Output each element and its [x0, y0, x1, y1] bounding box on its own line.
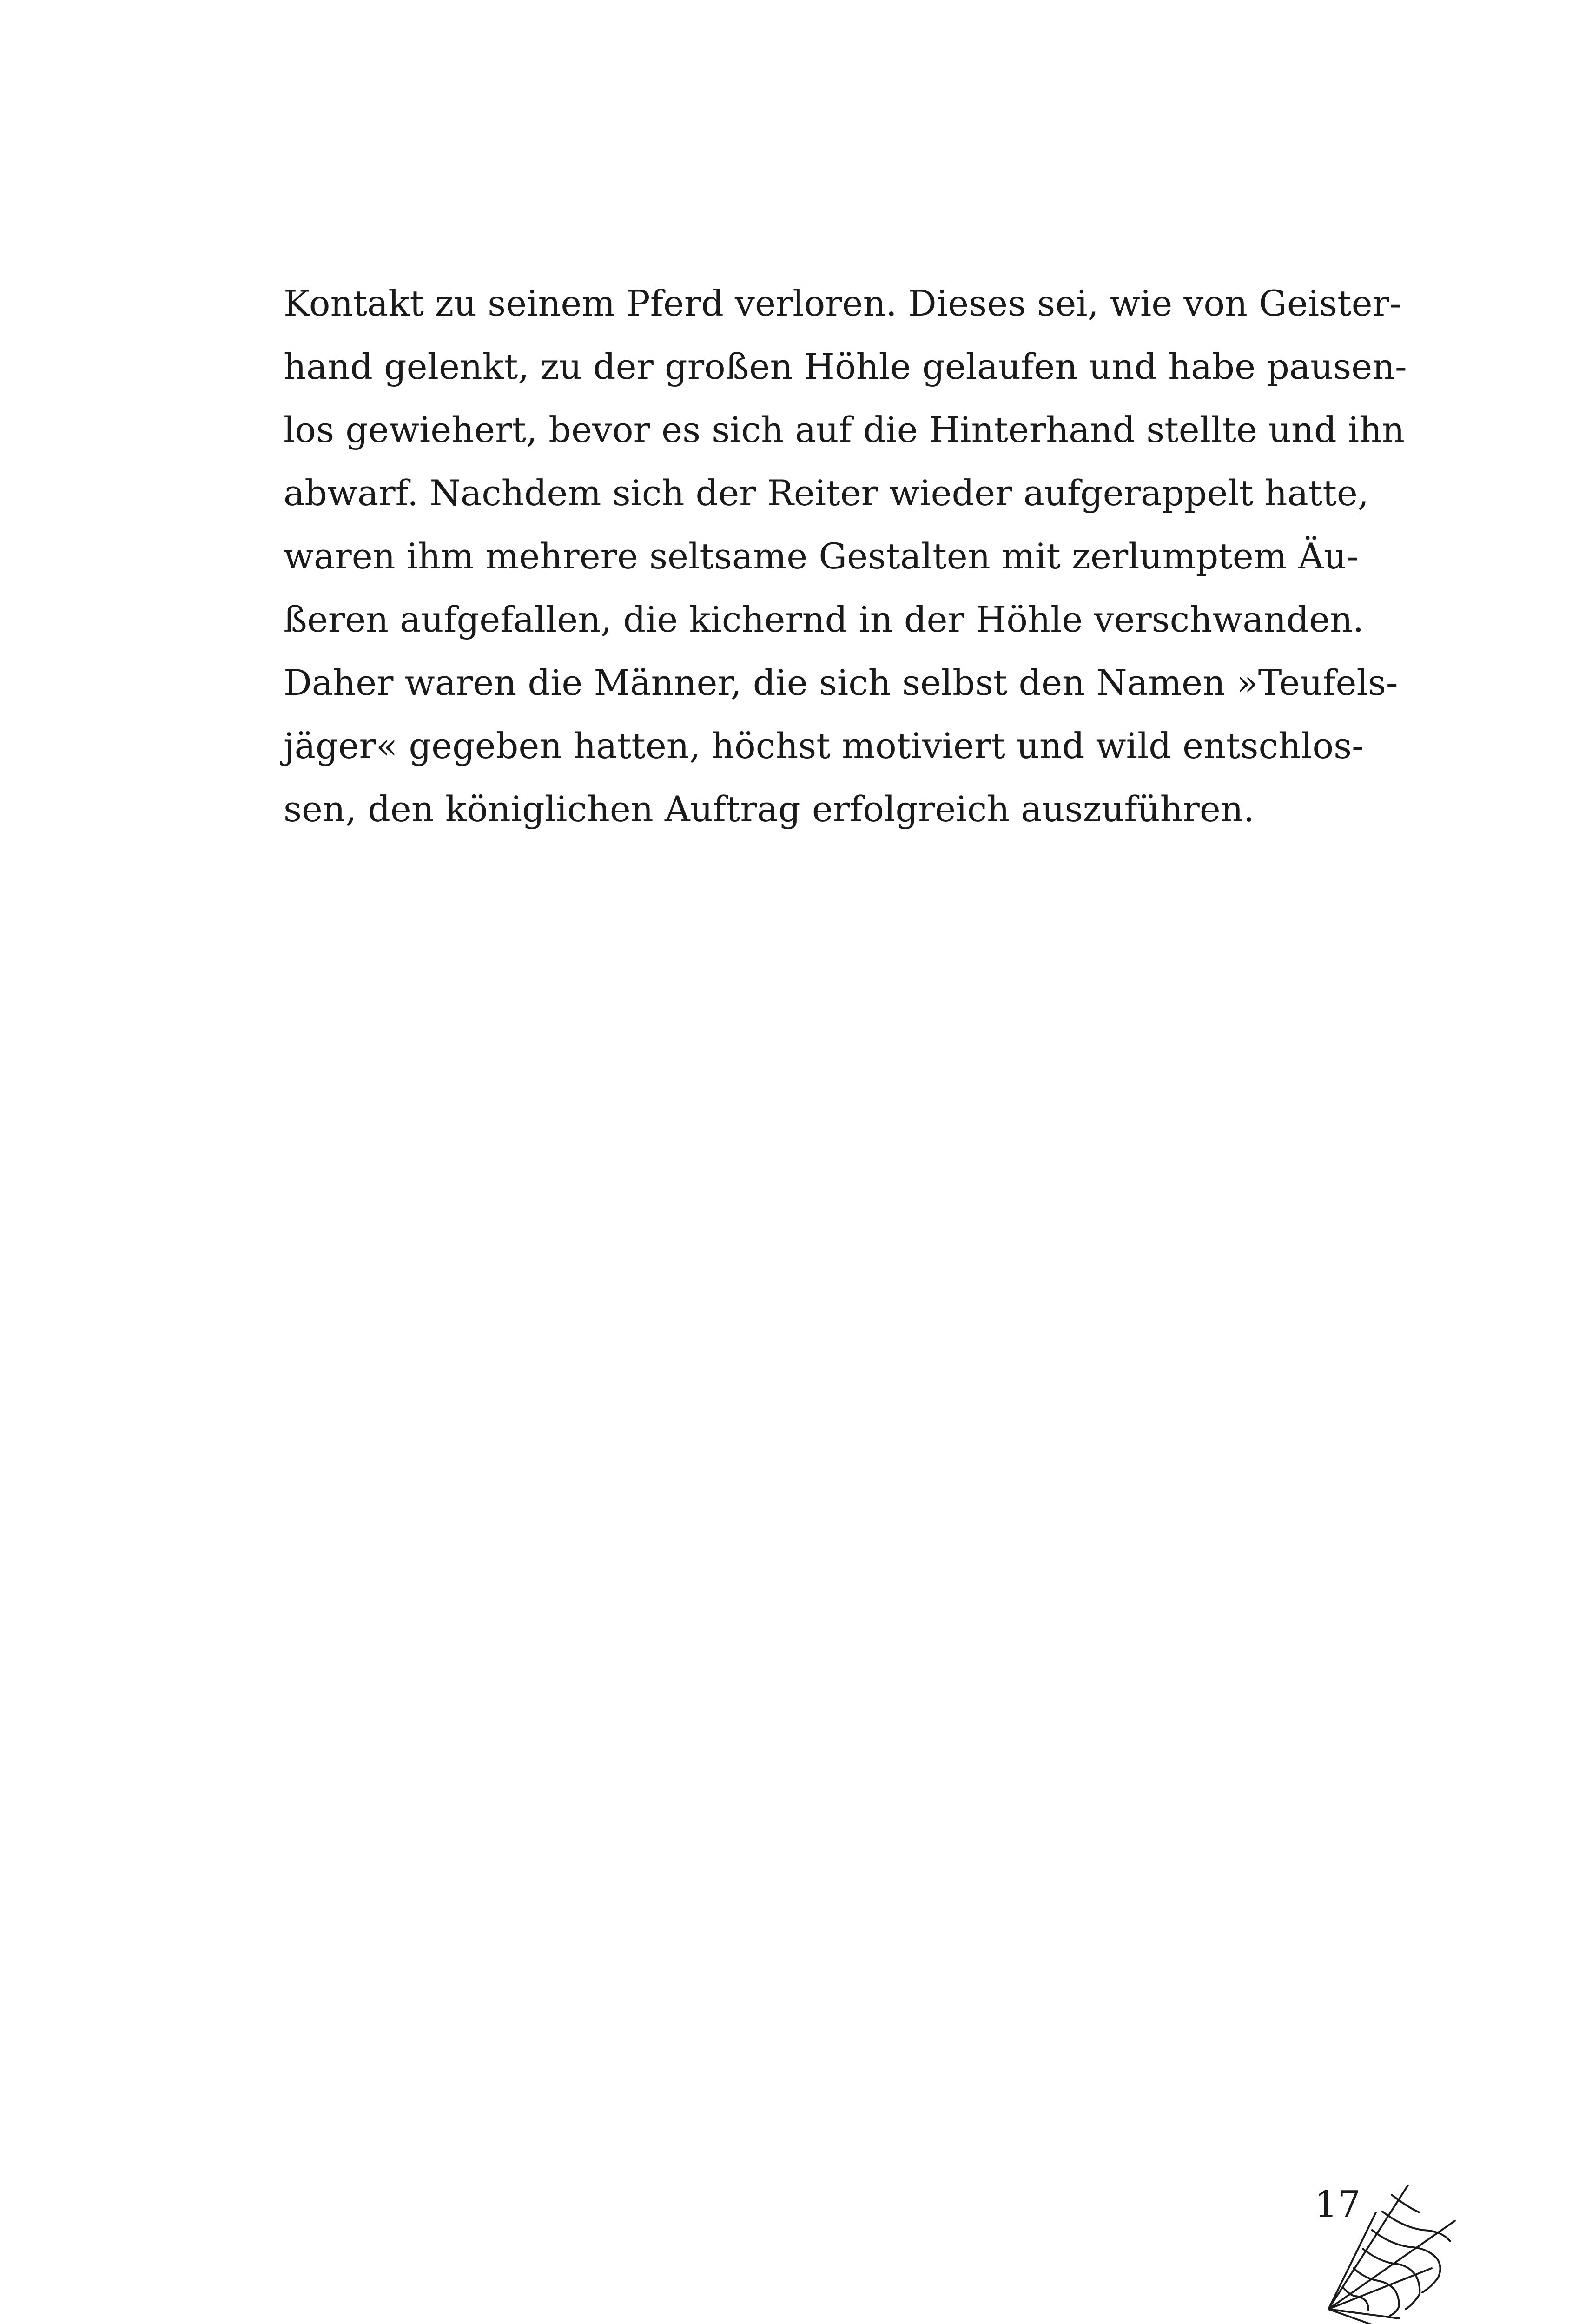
text-line: Daher waren die Männer, die sich selbst den Namen »Teufels- — [284, 662, 1398, 703]
page-number: 17 — [1315, 2184, 1361, 2225]
spider-web-icon — [1320, 2185, 1460, 2324]
text-line: Kontakt zu seinem Pferd verloren. Dieses sei, wie von Geister- — [284, 283, 1401, 324]
body-paragraph — [284, 272, 1407, 841]
text-line: hand gelenkt, zu der großen Höhle gelaufen und habe pausen- — [284, 346, 1407, 387]
text-line: waren ihm mehrere seltsame Gestalten mit zerlumptem Äu- — [284, 535, 1359, 577]
text-line: abwarf. Nachdem sich der Reiter wieder aufgerappelt hatte, — [284, 472, 1369, 514]
text-line: sen, den königlichen Auftrag erfolgreich auszuführen. — [284, 788, 1255, 830]
text-line: ßeren aufgefallen, die kichernd in der Höhle verschwanden. — [284, 599, 1364, 640]
text-line: los gewiehert, bevor es sich auf die Hinterhand stellte und ihn — [284, 409, 1405, 450]
text-line: jäger« gegeben hatten, höchst motiviert und wild entschlos- — [284, 725, 1364, 766]
